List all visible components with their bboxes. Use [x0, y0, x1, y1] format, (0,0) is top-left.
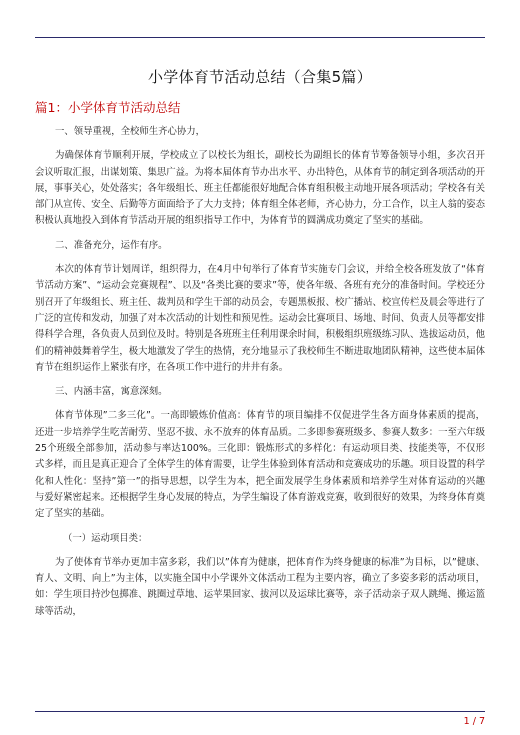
paragraph-sports-events-body: 康的标准”为目标，以”健康、育人、文明、向上”为主体，以实施全国中小学课外文体活动工程为主要内容，确立了多姿多彩的活动项目，如：学生项目持沙包掷准、跳圈过草地、运苹果回家、拔河以及运球比赛等，亲子活动亲子双人跳绳、搬运篮球等活动， — [35, 556, 486, 617]
page-number: 1 / 7 — [463, 716, 485, 727]
heading-leadership: 一、领导重视，全校师生齐心协力， — [55, 126, 206, 137]
section-title: 篇1：小学体育节活动总结 — [35, 100, 181, 115]
paragraph-preparation-body: 并给全校各班发放了“体育节活动方案”、“运动会竞赛规程”、以及“各类比赛的要求”等，使各年级、各班有充分的准备时间。学校还分别召开了年级组长、班主任、裁判员和学生干部的动员会，专题黑板报、校广播站、校宣传栏及晨会等进行了广泛的宣传和发动，加强了对本次活动的计划性和预见性。运动会比赛项目、场地、时间、负责人员等都安排得科学合理，各负责人员到位及时。特别是各班班主任利用课余时间，积极组织班级练习队、选拔运动员，他们的精神鼓舞着学生，极大地激发了学生的热情，充分地显示了我校师生不断进取地团队精神，这些使本届体育节在组织运作上紧张有序，在各项工作中进行的井井有条。 — [35, 264, 486, 373]
heading-sports-events: （一）运动项目类： — [63, 532, 148, 544]
document-title: 小学体育节活动总结（合集5篇） — [147, 68, 373, 86]
paragraph-preparation-lead: 本次的体育节计划周详，组织得力，在4月中旬举行了体育节实施专门会议， — [55, 264, 376, 276]
paragraph-content-body: 学生各方面身体素质的提高，还进一步培养学生吃苦耐劳、坚忍不拔、永不放弃的体育品质。二多即参赛班级多、参赛人数多：一至六年级25个班级全部参加，活动参与率达100%。三化即：锻炼形式的多样化：有运动项目类、技能类等，不仅形式多样，而且是真正迎合了全体学生的体育需要，让学生体验到体育活动和竞赛成功的乐趣。项目设置的科学化和人性化：坚持”第一”的指导思想，以学生为本，把全面发展学生身体素质和培养学生对体育运动的兴趣与爱好紧密起来。还根据学生身心发展的特点，为学生编设了体育游戏竞赛，收到很好的效果，为终身体育奠定了坚实的基础。 — [35, 410, 486, 520]
paragraph-sports-events-lead: 为了使体育节举办更加丰富多彩，我们以”体育为健康，把体育作为终身健 — [55, 556, 362, 568]
document-body — [35, 124, 485, 628]
paragraph-leadership-lead: 为确保体育节顺利开展，学校成立了以校长为组长，副校长为副组长的体育 — [55, 150, 371, 162]
paragraph-content — [35, 408, 485, 522]
paragraph-preparation — [35, 262, 485, 376]
heading-preparation: 二、准备充分，运作有序。 — [55, 239, 168, 251]
paragraph-sports-events — [35, 555, 485, 620]
heading-content: 三、内涵丰富，寓意深刻。 — [55, 386, 168, 398]
bottom-rule — [35, 711, 485, 712]
paragraph-content-lead: 体育节体现”二多三化”。一高即锻炼价值高：体育节的项目编排不仅促进 — [55, 410, 362, 422]
paragraph-leadership-body: 节筹备领导小组，多次召开会议听取汇报，出谋划策、集思广益。为将本届体育节办出水平、办出特色，从体育节的制定到各项活动的开展，事事关心，处处落实；各年级组长、班主任都能很好地配合体育组积极主动地开展各项活动；学校各有关部门从宣传、安全、后勤等方面面给予了大力支持；体育组全体老师，齐心协力，分工合作，以主人翁的姿态积极认真地投入到体育节活动开展的组织指导工作中，为体育节的圆满成功奠定了坚实的基础。 — [35, 150, 486, 227]
paragraph-leadership — [35, 148, 485, 229]
top-rule — [35, 37, 485, 38]
